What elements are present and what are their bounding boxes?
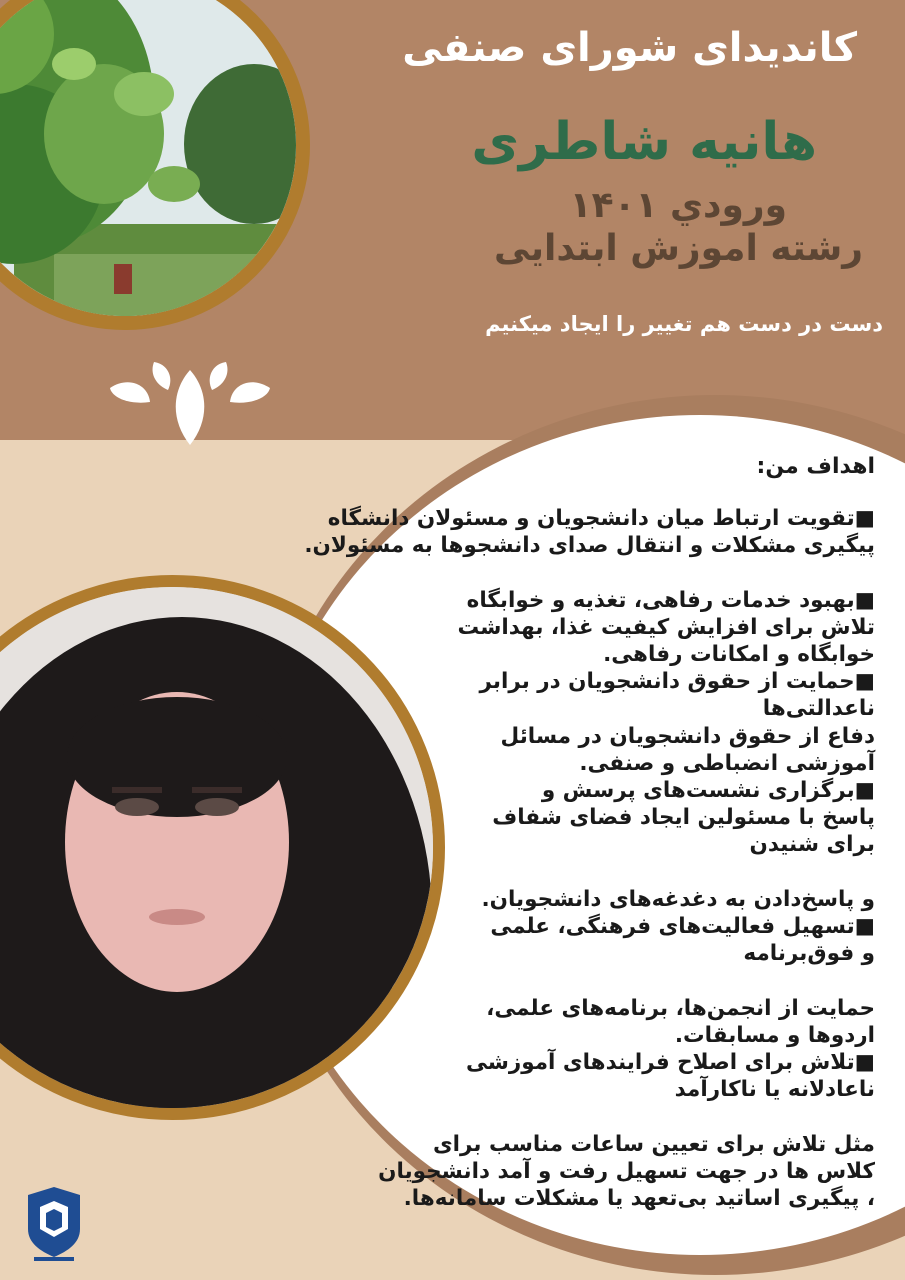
entry-year: ورودي ۱۴۰۱: [569, 185, 787, 226]
goals-heading: اهداف من:: [756, 454, 875, 479]
university-logo-icon: [24, 1185, 84, 1263]
candidate-name: هانیه شاطری: [471, 112, 817, 172]
major: رشته اموزش ابتدایی: [494, 228, 863, 269]
drops-icon: [110, 350, 270, 450]
slogan: دست در دست هم تغییر را ایجاد میکنیم: [485, 312, 883, 336]
poster-title: کاندیدای شورای صنفی: [402, 25, 857, 71]
goals-text: ■تقویت ارتباط میان دانشجویان و مسئولان دانشگاه پیگیری مشکلات و انتقال صدای دانشجوها به مسئولان. ■بهبود خدمات رفاهی، تغذیه و خوابگاه تلاش برای افزایش کیفیت غذا، بهداشت خوابگاه و امکانات رفاهی. ■حمایت از حقوق دانشجویان در برابر ناعدالتی‌ها دفاع از حقوق دانشجویان در مسائل آموزشی انضباطی و صنفی. ■برگزاری نشست‌های پرسش و پاسخ با مسئولین ایجاد فضای شفاف برای شنیدن و پاسخ‌دادن به دغدغه‌های دانشجویان. ■تسهیل فعالیت‌های فرهنگی، علمی و فوق‌برنامه حمایت از انجمن‌ها، برنامه‌های علمی، اردوها و مسابقات. ■تلاش برای اصلاح فرایندهای آموزشی ناعادلانه یا ناکارآمد مثل تلاش برای تعیین ساعات مناسب برای کلاس ها در جهت تسهیل رفت و آمد دانشجویان ، پیگیری اساتید بی‌تعهد یا مشکلات سامانه‌ها.: [304, 506, 875, 1212]
